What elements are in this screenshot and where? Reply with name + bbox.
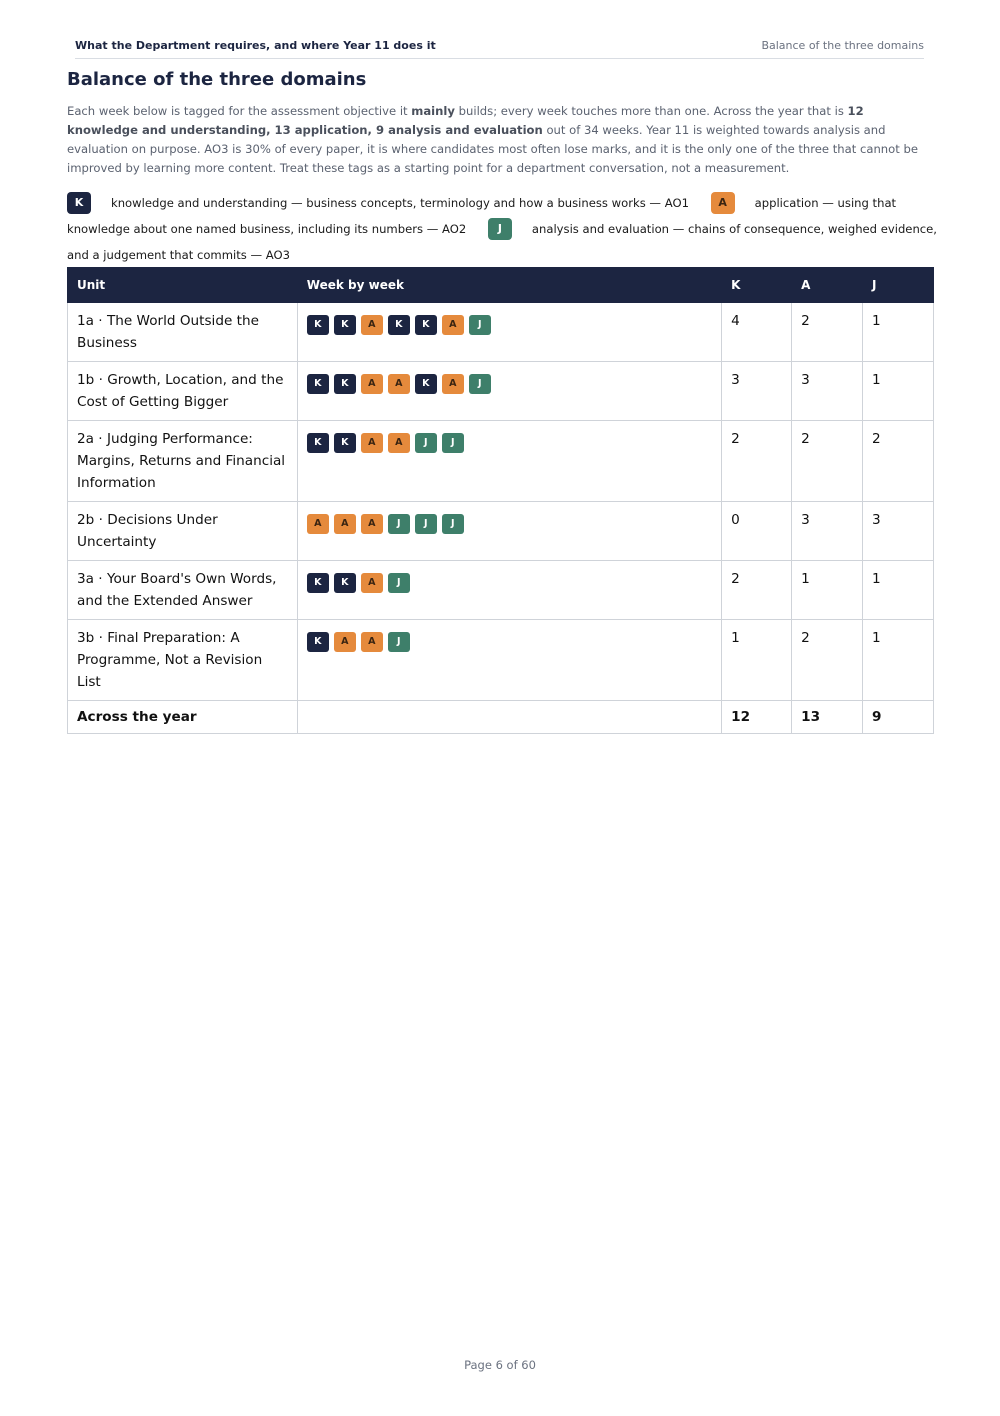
table-row <box>68 362 934 421</box>
week-tag-k: K <box>307 315 329 335</box>
week-tags-cell <box>297 502 721 561</box>
intro-text-3: out of 34 weeks. Year 11 is weighted towards analysis and evaluation on purpose. AO3 is 30% of every paper, it is where candidates most often lose marks, and it is the only one of the three that cannot be improved by learning more content. Treat these tags as a starting point for a department conversation, not a measurement. <box>67 123 918 175</box>
week-tag-j: J <box>469 374 491 394</box>
unit-cell: 3a · Your Board's Own Words, and the Extended Answer <box>68 561 298 620</box>
k-badge-icon: K <box>67 192 91 214</box>
a-count-cell: 3 <box>792 502 863 561</box>
week-tag-j: J <box>388 632 410 652</box>
week-tag-a: A <box>388 374 410 394</box>
col-header-j: J <box>863 268 934 303</box>
k-count-cell: 3 <box>722 362 792 421</box>
table-row <box>68 421 934 502</box>
j-count-cell: 2 <box>863 421 934 502</box>
j-count-cell: 1 <box>863 620 934 701</box>
a-badge-icon: A <box>711 192 735 214</box>
a-count-cell: 2 <box>792 421 863 502</box>
intro-text-2: builds; every week touches more than one. Across the year that is <box>454 104 848 118</box>
a-count-cell: 1 <box>792 561 863 620</box>
j-badge-icon: J <box>488 218 512 240</box>
unit-cell: 3b · Final Preparation: A Programme, Not a Revision List <box>68 620 298 701</box>
week-tag-a: A <box>361 433 383 453</box>
week-tag-k: K <box>307 433 329 453</box>
unit-cell: 1b · Growth, Location, and the Cost of Getting Bigger <box>68 362 298 421</box>
running-header <box>75 37 924 59</box>
col-header-unit: Unit <box>68 268 298 303</box>
week-tag-j: J <box>415 433 437 453</box>
total-weeks-cell <box>297 701 721 734</box>
table-row <box>68 561 934 620</box>
col-header-a: A <box>792 268 863 303</box>
k-count-cell: 4 <box>722 303 792 362</box>
week-tag-j: J <box>388 573 410 593</box>
week-tags-cell <box>297 620 721 701</box>
page-title: Balance of the three domains <box>67 69 367 90</box>
j-count-cell: 1 <box>863 362 934 421</box>
col-header-weeks: Week by week <box>297 268 721 303</box>
intro-paragraph <box>67 102 933 178</box>
week-tag-a: A <box>361 374 383 394</box>
week-tag-a: A <box>334 514 356 534</box>
intro-bold-2: 12 knowledge and understanding, 13 application, 9 analysis and evaluation <box>67 104 864 137</box>
week-tag-k: K <box>307 573 329 593</box>
k-count-cell: 2 <box>722 421 792 502</box>
week-tag-k: K <box>334 433 356 453</box>
week-tag-k: K <box>334 315 356 335</box>
unit-cell: 2a · Judging Performance: Margins, Returns and Financial Information <box>68 421 298 502</box>
total-k: 12 <box>722 701 792 734</box>
week-tag-j: J <box>415 514 437 534</box>
week-tags-cell <box>297 421 721 502</box>
legend-text-k: knowledge and understanding — business concepts, terminology and how a business works — AO1 <box>111 196 689 210</box>
week-tag-k: K <box>388 315 410 335</box>
week-tag-j: J <box>442 514 464 534</box>
total-a: 13 <box>792 701 863 734</box>
k-count-cell: 2 <box>722 561 792 620</box>
week-tags-cell <box>297 303 721 362</box>
unit-cell: 2b · Decisions Under Uncertainty <box>68 502 298 561</box>
table-row <box>68 620 934 701</box>
week-tag-a: A <box>388 433 410 453</box>
header-section-title: What the Department requires, and where Year 11 does it <box>75 39 436 52</box>
week-tag-j: J <box>388 514 410 534</box>
a-count-cell: 2 <box>792 620 863 701</box>
week-tag-a: A <box>307 514 329 534</box>
week-tag-j: J <box>469 315 491 335</box>
legend-entry-k <box>67 196 689 210</box>
table-header-row <box>68 268 934 303</box>
k-count-cell: 1 <box>722 620 792 701</box>
week-tag-k: K <box>334 374 356 394</box>
total-label: Across the year <box>68 701 298 734</box>
intro-bold-1: mainly <box>411 104 455 118</box>
total-row <box>68 701 934 734</box>
page-number: Page 6 of 60 <box>464 1358 536 1372</box>
j-count-cell: 1 <box>863 303 934 362</box>
a-count-cell: 3 <box>792 362 863 421</box>
legend-text-a: application — using that knowledge about one named business, including its numbers — AO2 <box>67 196 897 236</box>
week-tag-k: K <box>307 632 329 652</box>
unit-cell: 1a · The World Outside the Business <box>68 303 298 362</box>
week-tag-a: A <box>361 315 383 335</box>
week-tag-a: A <box>442 315 464 335</box>
week-tag-a: A <box>361 573 383 593</box>
table-row <box>68 502 934 561</box>
week-tags-cell <box>297 362 721 421</box>
legend-text-j: analysis and evaluation — chains of consequence, weighed evidence, and a judgement that commits — AO3 <box>67 222 937 262</box>
intro-text-1: Each week below is tagged for the assessment objective it <box>67 104 412 118</box>
table-row <box>68 303 934 362</box>
week-tag-j: J <box>442 433 464 453</box>
week-tag-a: A <box>361 514 383 534</box>
week-tag-a: A <box>361 632 383 652</box>
a-count-cell: 2 <box>792 303 863 362</box>
col-header-k: K <box>722 268 792 303</box>
j-count-cell: 1 <box>863 561 934 620</box>
week-tag-a: A <box>334 632 356 652</box>
header-page-topic: Balance of the three domains <box>761 39 924 52</box>
week-tag-k: K <box>334 573 356 593</box>
k-count-cell: 0 <box>722 502 792 561</box>
domain-legend <box>67 190 937 268</box>
week-tag-k: K <box>415 374 437 394</box>
week-tags-cell <box>297 561 721 620</box>
week-tag-k: K <box>415 315 437 335</box>
total-j: 9 <box>863 701 934 734</box>
j-count-cell: 3 <box>863 502 934 561</box>
week-tag-k: K <box>307 374 329 394</box>
week-tag-a: A <box>442 374 464 394</box>
domain-balance-table <box>67 267 934 734</box>
